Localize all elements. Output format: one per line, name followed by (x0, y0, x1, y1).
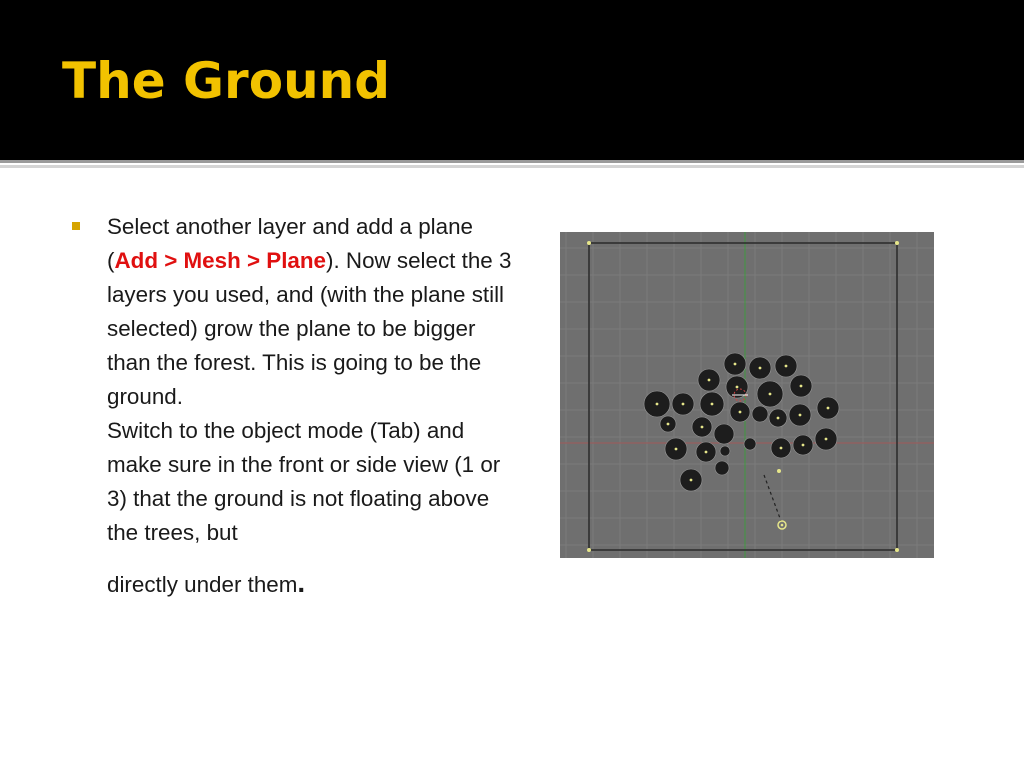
bullet-text-part4: directly under them (107, 572, 298, 597)
slide-title: The Ground (62, 52, 391, 110)
bullet-text-final-line (107, 566, 517, 602)
blender-viewport-screenshot (560, 232, 934, 558)
title-divider-light (0, 165, 1024, 168)
bullet-text-part2: ). Now select the 3 layers you used, and (with the plane still selected) grow the plane to be bigger than the forest. This is going to be the ground. (107, 248, 512, 409)
title-band (0, 0, 1024, 160)
lamp-icon-center (781, 524, 784, 527)
lamp-icon-small (777, 469, 781, 473)
bullet-text-part3: Switch to the object mode (Tab) and make sure in the front or side view (1 or 3) that the ground is not floating above the trees, but (107, 418, 501, 545)
title-divider (0, 160, 1024, 163)
bullet-text-part1: Select another layer and add a plane ( (107, 214, 473, 273)
bullet-end-mark: . (297, 567, 306, 598)
menu-path-highlight: Add > Mesh > Plane (114, 248, 326, 273)
bullet-marker (72, 222, 80, 230)
bullet-text (107, 210, 517, 602)
